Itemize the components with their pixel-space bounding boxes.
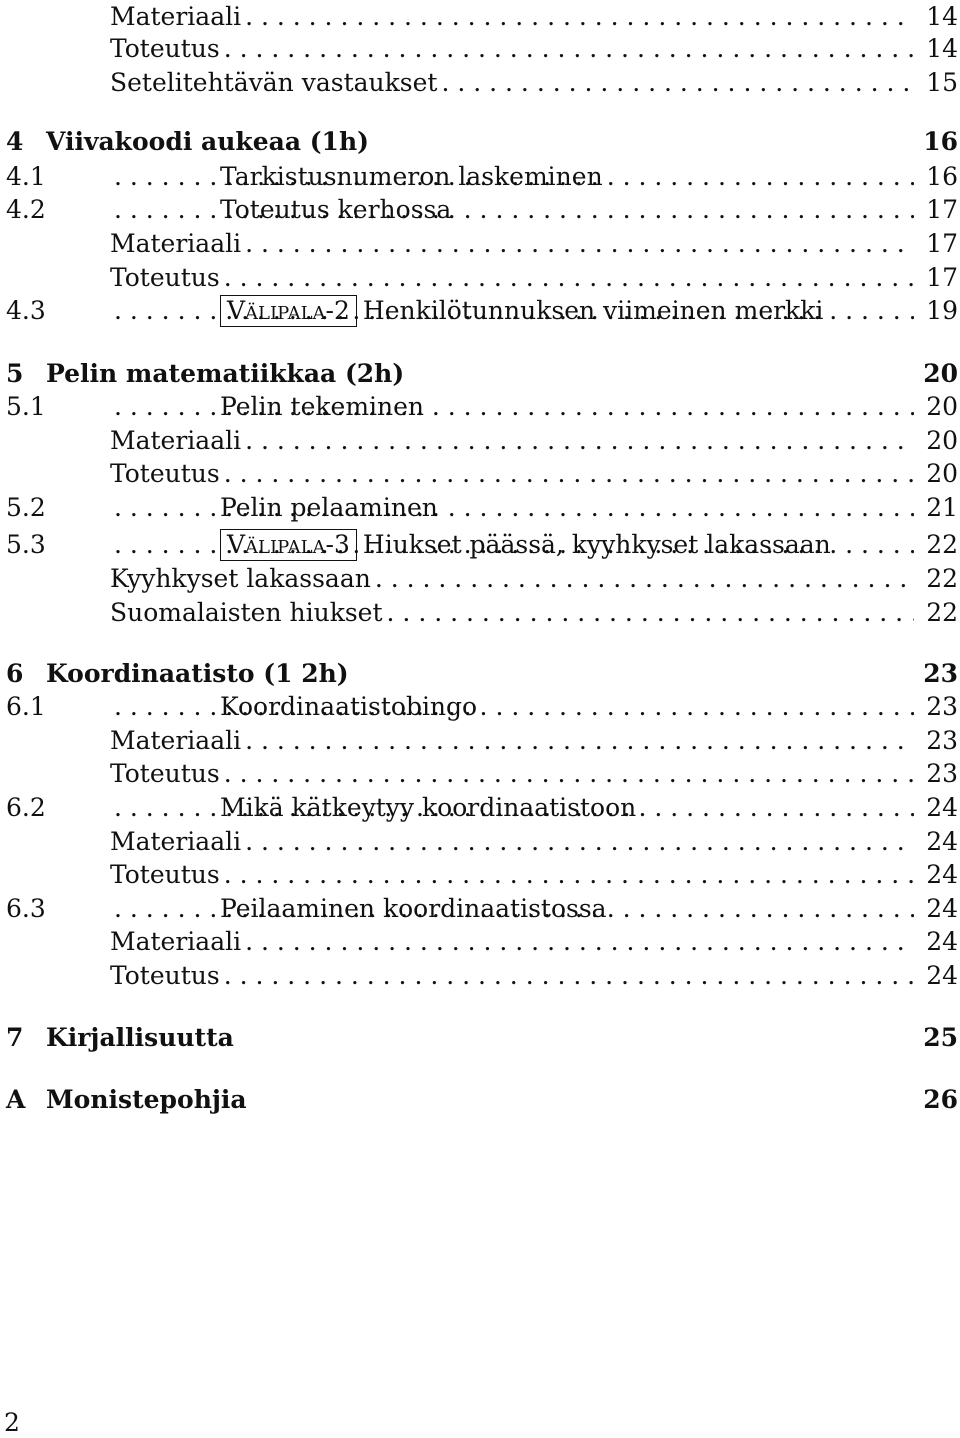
title-text: Toteutus bbox=[110, 860, 220, 889]
chapter-number: A bbox=[6, 1085, 26, 1114]
dot-leader bbox=[224, 261, 914, 295]
page-ref: 24 bbox=[926, 860, 958, 889]
toc-entry-chapter[interactable] bbox=[0, 1021, 958, 1055]
toc-entry-sub[interactable] bbox=[0, 825, 958, 859]
title-text: Koordinaatistobingo bbox=[220, 692, 478, 721]
dot-leader bbox=[441, 66, 914, 100]
entry-line bbox=[110, 491, 958, 525]
title-text: Mikä kätkeytyy koordinaatistoon bbox=[220, 793, 637, 822]
toc-entry-sub[interactable] bbox=[0, 959, 958, 993]
title-text: Materiaali bbox=[110, 229, 242, 258]
title-text: Materiaali bbox=[110, 2, 242, 31]
toc-entry-sub[interactable] bbox=[0, 562, 958, 596]
dot-leader bbox=[245, 227, 914, 261]
entry-line bbox=[110, 596, 958, 630]
title-text: Setelitehtävän vastaukset bbox=[110, 68, 438, 97]
subsection-title bbox=[110, 32, 220, 66]
dot-leader bbox=[224, 32, 914, 66]
page-ref: 20 bbox=[926, 392, 958, 421]
title-text: Materiaali bbox=[110, 927, 242, 956]
valipala-tag: Välipala-2 bbox=[220, 295, 357, 327]
page-ref: 20 bbox=[926, 426, 958, 455]
dot-leader bbox=[245, 0, 914, 34]
chapter-number: 4 bbox=[6, 127, 24, 156]
section-title bbox=[220, 491, 438, 525]
entry-line bbox=[110, 724, 958, 758]
entry-line bbox=[110, 424, 958, 458]
title-text: Materiaali bbox=[110, 827, 242, 856]
entry-line bbox=[110, 261, 958, 295]
toc-entry-sub[interactable] bbox=[0, 596, 958, 630]
subsection-title bbox=[110, 925, 241, 959]
title-text: Peilaaminen koordinaatistossa bbox=[220, 894, 607, 923]
page-ref: 17 bbox=[926, 229, 958, 258]
title-text: Henkilötunnuksen viimeinen merkki bbox=[362, 296, 824, 325]
dot-leader bbox=[375, 562, 914, 596]
page-ref: 16 bbox=[926, 162, 958, 191]
page-ref: 21 bbox=[926, 493, 958, 522]
page-ref: 24 bbox=[926, 894, 958, 923]
section-number: 4.3 bbox=[6, 296, 46, 325]
section-number: 6.3 bbox=[6, 894, 46, 923]
title-text: Suomalaisten hiukset bbox=[110, 598, 383, 627]
toc-entry-section[interactable] bbox=[0, 160, 958, 194]
subsection-title bbox=[110, 562, 371, 596]
chapter-title: Monistepohjia bbox=[46, 1085, 247, 1114]
section-number: 5.1 bbox=[6, 392, 46, 421]
chapter-number: 6 bbox=[6, 659, 24, 688]
entry-line bbox=[110, 294, 958, 328]
subsection-title bbox=[110, 424, 241, 458]
entry-line bbox=[110, 0, 958, 34]
page-ref: 23 bbox=[926, 759, 958, 788]
title-text: Materiaali bbox=[110, 726, 242, 755]
dot-leader bbox=[387, 596, 915, 630]
toc-entry-sub[interactable] bbox=[0, 424, 958, 458]
section-number: 4.2 bbox=[6, 195, 46, 224]
dot-leader bbox=[245, 424, 914, 458]
title-text: Toteutus kerhossa bbox=[220, 195, 452, 224]
page-ref: 19 bbox=[926, 296, 958, 325]
toc-entry-sub[interactable] bbox=[0, 227, 958, 261]
page-ref: 23 bbox=[926, 726, 958, 755]
page-number: 2 bbox=[4, 1408, 20, 1437]
title-text: Materiaali bbox=[110, 426, 242, 455]
page-ref: 20 bbox=[926, 459, 958, 488]
toc-entry-section[interactable] bbox=[0, 491, 958, 525]
title-text: Toteutus bbox=[110, 759, 220, 788]
section-title bbox=[220, 892, 607, 926]
valipala-tag: Välipala-3 bbox=[220, 529, 357, 561]
section-number: 6.2 bbox=[6, 793, 46, 822]
title-text: Toteutus bbox=[110, 263, 220, 292]
toc-entry-sub[interactable] bbox=[0, 858, 958, 892]
page-ref: 16 bbox=[923, 127, 958, 156]
entry-line bbox=[110, 160, 958, 194]
title-text: Tarkistusnumeron laskeminen bbox=[220, 162, 603, 191]
dot-leader bbox=[245, 925, 914, 959]
toc-entry-section[interactable] bbox=[0, 390, 958, 424]
chapter-number: 5 bbox=[6, 359, 24, 388]
section-number: 5.2 bbox=[6, 493, 46, 522]
subsection-title bbox=[110, 959, 220, 993]
entry-line bbox=[110, 791, 958, 825]
dot-leader bbox=[224, 457, 914, 491]
entry-line bbox=[110, 825, 958, 859]
section-number: 6.1 bbox=[6, 692, 46, 721]
dot-leader bbox=[224, 959, 914, 993]
toc-entry-section[interactable] bbox=[0, 193, 958, 227]
entry-line bbox=[110, 528, 958, 562]
section-title bbox=[220, 390, 424, 424]
entry-line bbox=[110, 562, 958, 596]
chapter-title: Viivakoodi aukeaa (1h) bbox=[46, 127, 369, 156]
title-text: Toteutus bbox=[110, 459, 220, 488]
entry-line bbox=[110, 227, 958, 261]
dot-leader bbox=[245, 724, 914, 758]
section-number: 5.3 bbox=[6, 530, 46, 559]
section-title bbox=[220, 690, 477, 724]
entry-line bbox=[110, 32, 958, 66]
page-ref: 17 bbox=[926, 195, 958, 224]
subsection-title bbox=[110, 66, 437, 100]
page-ref: 24 bbox=[926, 961, 958, 990]
page-ref: 22 bbox=[926, 598, 958, 627]
toc-entry-sub[interactable] bbox=[0, 925, 958, 959]
entry-line bbox=[110, 457, 958, 491]
dot-leader bbox=[224, 858, 914, 892]
entry-line bbox=[110, 858, 958, 892]
subsection-title bbox=[110, 0, 241, 34]
section-title bbox=[220, 160, 603, 194]
section-title bbox=[220, 193, 451, 227]
title-text: Hiukset päässä, kyyhkyset lakassaan bbox=[362, 530, 831, 559]
subsection-title bbox=[110, 261, 220, 295]
title-text: Pelin pelaaminen bbox=[220, 493, 438, 522]
toc-entry-chapter[interactable] bbox=[0, 125, 958, 159]
entry-line bbox=[110, 757, 958, 791]
page-ref: 24 bbox=[926, 827, 958, 856]
page-ref: 14 bbox=[926, 34, 958, 63]
page-ref: 24 bbox=[926, 927, 958, 956]
section-number: 4.1 bbox=[6, 162, 46, 191]
entry-line bbox=[110, 925, 958, 959]
page-ref: 20 bbox=[923, 359, 958, 388]
page-ref: 15 bbox=[926, 68, 958, 97]
toc-entry-sub[interactable] bbox=[0, 32, 958, 66]
page-ref: 24 bbox=[926, 793, 958, 822]
chapter-number: 7 bbox=[6, 1023, 24, 1052]
toc-entry-section[interactable] bbox=[0, 294, 958, 328]
page-ref: 14 bbox=[926, 2, 958, 31]
subsection-title bbox=[110, 757, 220, 791]
section-title bbox=[220, 294, 823, 328]
entry-line bbox=[110, 959, 958, 993]
title-text: Kyyhkyset lakassaan bbox=[110, 564, 371, 593]
subsection-title bbox=[110, 457, 220, 491]
entry-line bbox=[110, 390, 958, 424]
page-ref: 17 bbox=[926, 263, 958, 292]
entry-line bbox=[110, 690, 958, 724]
page-ref: 23 bbox=[926, 692, 958, 721]
subsection-title bbox=[110, 596, 383, 630]
title-text: Pelin tekeminen bbox=[220, 392, 425, 421]
dot-leader bbox=[224, 757, 914, 791]
toc-entry-chapter[interactable] bbox=[0, 657, 958, 691]
chapter-title: Kirjallisuutta bbox=[46, 1023, 234, 1052]
section-title bbox=[220, 528, 831, 562]
page-ref: 23 bbox=[923, 659, 958, 688]
toc-entry-chapter[interactable] bbox=[0, 1083, 958, 1117]
toc-entry-section[interactable] bbox=[0, 791, 958, 825]
page-ref: 22 bbox=[926, 530, 958, 559]
chapter-title: Pelin matematiikkaa (2h) bbox=[46, 359, 405, 388]
subsection-title bbox=[110, 724, 241, 758]
entry-line bbox=[110, 193, 958, 227]
title-text: Toteutus bbox=[110, 34, 220, 63]
entry-line bbox=[110, 892, 958, 926]
toc-entry-section[interactable] bbox=[0, 892, 958, 926]
toc-entry-sub[interactable] bbox=[0, 757, 958, 791]
toc-entry-chapter[interactable] bbox=[0, 357, 958, 391]
entry-line bbox=[110, 66, 958, 100]
page-ref: 25 bbox=[923, 1023, 958, 1052]
chapter-title: Koordinaatisto (1 2h) bbox=[46, 659, 349, 688]
subsection-title bbox=[110, 227, 241, 261]
toc-entry-sub[interactable] bbox=[0, 66, 958, 100]
page-ref: 26 bbox=[923, 1085, 958, 1114]
toc-entry-section[interactable] bbox=[0, 528, 958, 562]
subsection-title bbox=[110, 825, 241, 859]
dot-leader bbox=[245, 825, 914, 859]
page-ref: 22 bbox=[926, 564, 958, 593]
subsection-title bbox=[110, 858, 220, 892]
title-text: Toteutus bbox=[110, 961, 220, 990]
toc-entry-sub[interactable] bbox=[0, 0, 958, 34]
toc-entry-sub[interactable] bbox=[0, 457, 958, 491]
toc-entry-sub[interactable] bbox=[0, 261, 958, 295]
toc-entry-sub[interactable] bbox=[0, 724, 958, 758]
toc-entry-section[interactable] bbox=[0, 690, 958, 724]
section-title bbox=[220, 791, 636, 825]
